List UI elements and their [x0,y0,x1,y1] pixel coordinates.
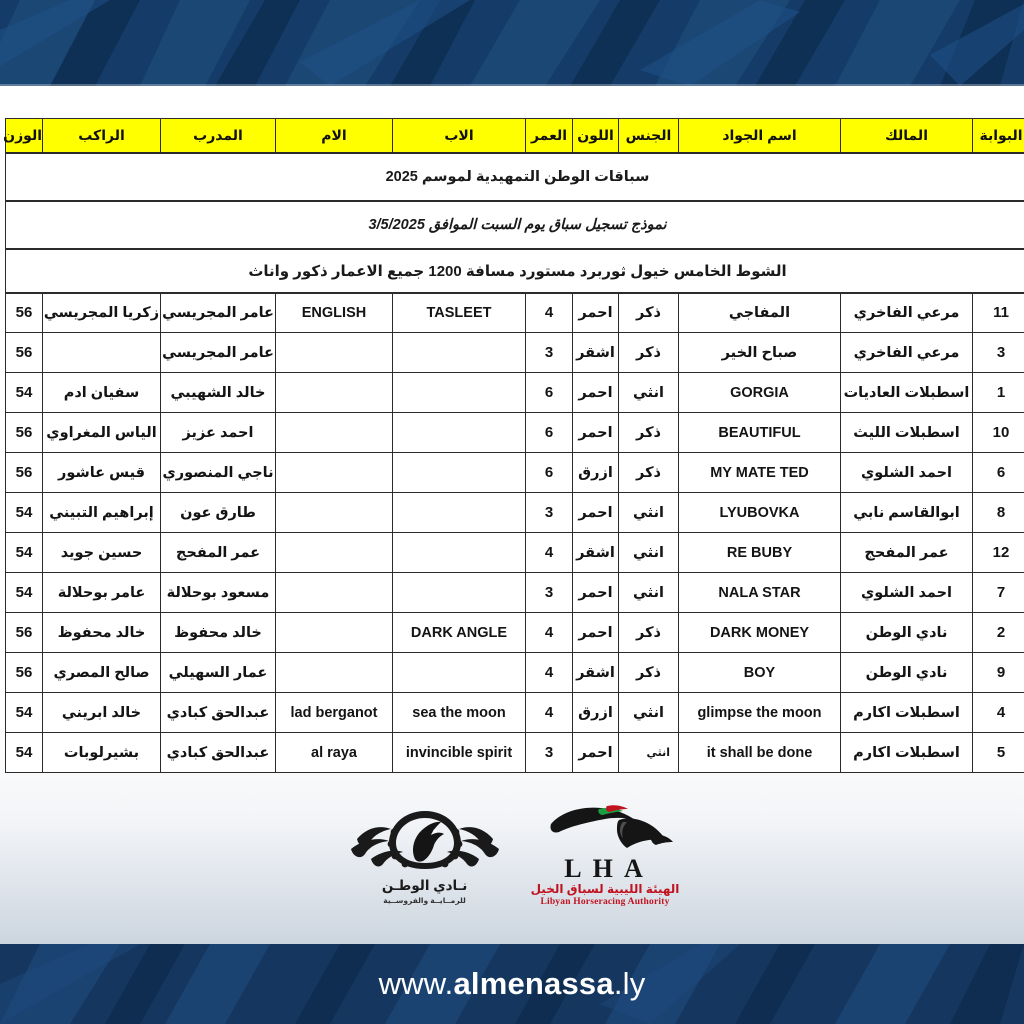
top-banner [0,0,1024,86]
cell-trainer: عمر المفحج [161,533,276,573]
header-row [6,119,1024,153]
lha-acronym: L H A [564,853,646,883]
cell-sire: sea the moon [393,693,526,733]
cell-horse: glimpse the moon [679,693,841,733]
cell-jockey: بشيرلوبات [43,733,161,773]
cell-weight: 54 [6,493,43,533]
cell-horse: GORGIA [679,373,841,413]
cell-horse: DARK MONEY [679,613,841,653]
race-entry-table [5,118,1024,773]
doc-title-3: الشوط الخامس خيول ثوربرد مستورد مسافة 1200 جميع الاعمار ذكور واناث [6,249,1024,293]
cell-trainer: ناجي المنصوري [161,453,276,493]
cell-color: احمر [573,573,619,613]
cell-age: 4 [526,293,573,333]
cell-dam [276,613,393,653]
cell-sex: ذكر [619,293,679,333]
cell-horse: صباح الخير [679,333,841,373]
cell-weight: 54 [6,733,43,773]
libya-map-horse-emblem-icon [535,802,675,860]
cell-trainer: احمد عزيز [161,413,276,453]
cell-dam [276,413,393,453]
cell-sex: انثي [619,493,679,533]
cell-owner: احمد الشلوي [841,573,973,613]
cell-horse: it shall be done [679,733,841,773]
cell-jockey: عامر بوحلالة [43,573,161,613]
cell-jockey: خالد ابريني [43,693,161,733]
cell-age: 6 [526,413,573,453]
cell-owner: نادي الوطن [841,653,973,693]
cell-jockey: حسين جويد [43,533,161,573]
cell-age: 4 [526,533,573,573]
cell-jockey: صالح المصري [43,653,161,693]
cell-horse: المفاجي [679,293,841,333]
table-row[interactable] [6,453,1024,493]
cell-color: احمر [573,293,619,333]
cell-trainer: طارق عون [161,493,276,533]
table-header [3,119,1024,153]
table-row[interactable] [6,413,1024,453]
cell-color: احمر [573,733,619,773]
cell-trainer: عبدالحق كبادي [161,733,276,773]
club-subtitle-ar: للرمــايــة والفروســية [383,896,466,905]
cell-gate: 9 [973,653,1024,693]
column-header-trainer[interactable]: المدرب [161,119,276,153]
table-row[interactable] [6,493,1024,533]
bottom-banner [0,944,1024,1024]
cell-horse: NALA STAR [679,573,841,613]
cell-color: احمر [573,613,619,653]
cell-jockey: زكريا المجريسي [43,293,161,333]
cell-trainer: عامر المجريسي [161,333,276,373]
table-row[interactable] [6,293,1024,333]
table-body [6,293,1024,773]
cell-horse: BEAUTIFUL [679,413,841,453]
club-name-ar: نـادي الوطـن [381,878,468,893]
cell-weight: 56 [6,413,43,453]
logo-lha [531,802,680,907]
cell-trainer: خالد الشهيبي [161,373,276,413]
cell-sex: انثي [619,373,679,413]
cell-age: 3 [526,333,573,373]
cell-owner: احمد الشلوي [841,453,973,493]
cell-sire [393,573,526,613]
cell-trainer: عمار السهيلي [161,653,276,693]
cell-color: اشقر [573,653,619,693]
url-brand: almenassa [453,966,614,1001]
cell-jockey: خالد محفوظ [43,613,161,653]
table-row[interactable] [6,333,1024,373]
cell-trainer: عامر المجريسي [161,293,276,333]
cell-gate: 4 [973,693,1024,733]
cell-owner: نادي الوطن [841,613,973,653]
cell-jockey: الياس المغراوي [43,413,161,453]
cell-sire [393,653,526,693]
column-header-sex[interactable]: الجنس [619,119,679,153]
cell-horse: LYUBOVKA [679,493,841,533]
cell-age: 6 [526,373,573,413]
cell-dam [276,573,393,613]
cell-dam: al raya [276,733,393,773]
url-prefix: www. [378,966,454,1001]
cell-gate: 7 [973,573,1024,613]
table-row[interactable] [6,653,1024,693]
cell-dam: lad berganot [276,693,393,733]
cell-dam: ENGLISH [276,293,393,333]
logo-strip [0,794,1024,914]
cell-weight: 54 [6,573,43,613]
cell-owner: اسطبلات الليث [841,413,973,453]
table-row[interactable] [6,613,1024,653]
cell-weight: 56 [6,613,43,653]
cell-age: 6 [526,453,573,493]
cell-dam [276,333,393,373]
column-header-age[interactable]: العمر [526,119,573,153]
cell-gate: 10 [973,413,1024,453]
logo-alwatan-club [345,803,505,905]
cell-age: 4 [526,693,573,733]
cell-dam [276,373,393,413]
lha-name-en: Libyan Horseracing Authority [540,896,670,907]
lha-name-ar: الهيئة الليبية لسباق الخيل [530,881,680,896]
horse-wreath-wings-emblem-icon [345,803,505,877]
cell-sire [393,413,526,453]
column-header-sire[interactable]: الاب [393,119,526,153]
cell-owner: اسطبلات اكارم [841,693,973,733]
cell-color: اشقر [573,533,619,573]
column-header-gate[interactable]: البوابة [973,119,1024,153]
cell-jockey [43,333,161,373]
cell-weight: 56 [6,653,43,693]
column-header-weight[interactable]: الوزن [6,119,43,153]
cell-trainer: مسعود بوحلالة [161,573,276,613]
table-row[interactable] [6,533,1024,573]
cell-age: 4 [526,653,573,693]
cell-gate: 3 [973,333,1024,373]
cell-weight: 56 [6,293,43,333]
cell-owner: اسطبلات العاديات [841,373,973,413]
table-row[interactable] [6,573,1024,613]
cell-gate: 6 [973,453,1024,493]
column-header-owner[interactable]: المالك [841,119,973,153]
cell-horse: BOY [679,653,841,693]
cell-age: 3 [526,573,573,613]
cell-owner: عمر المفحج [841,533,973,573]
cell-color: احمر [573,373,619,413]
title-row-race-info [6,249,1024,293]
column-header-color[interactable]: اللون [573,119,619,153]
document-sheet [0,86,1024,944]
cell-color: احمر [573,493,619,533]
url-suffix: .ly [613,966,646,1001]
cell-sex: انثي [619,693,679,733]
cell-dam [276,493,393,533]
cell-jockey: سفيان ادم [43,373,161,413]
cell-dam [276,453,393,493]
cell-sex: انثي [619,573,679,613]
table-row[interactable] [6,373,1024,413]
cell-sire [393,333,526,373]
cell-age: 3 [526,493,573,533]
banner-pattern-top [0,0,1024,86]
cell-color: ازرق [573,693,619,733]
cell-gate: 1 [973,373,1024,413]
cell-sex: ذكر [619,413,679,453]
cell-gate: 8 [973,493,1024,533]
site-url[interactable] [0,966,1024,1002]
cell-sire [393,453,526,493]
cell-age: 4 [526,613,573,653]
cell-horse: RE BUBY [679,533,841,573]
cell-weight: 54 [6,373,43,413]
cell-sire: TASLEET [393,293,526,333]
cell-sex: انثي [619,533,679,573]
cell-gate: 12 [973,533,1024,573]
cell-sire [393,493,526,533]
cell-jockey: إبراهيم التبيني [43,493,161,533]
cell-trainer: خالد محفوظ [161,613,276,653]
cell-sire [393,373,526,413]
cell-color: اشقر [573,333,619,373]
cell-gate: 2 [973,613,1024,653]
cell-sex: ذكر [619,653,679,693]
column-header-jockey[interactable]: الراكب [43,119,161,153]
column-header-dam[interactable]: الام [276,119,393,153]
cell-color: ازرق [573,453,619,493]
doc-title-1: سباقات الوطن التمهيدية لموسم 2025 [6,153,1024,201]
cell-weight: 56 [6,453,43,493]
cell-sex: ذكر [619,333,679,373]
cell-weight: 56 [6,333,43,373]
cell-sire: invincible spirit [393,733,526,773]
doc-title-2: نموذج تسجيل سباق يوم السبت الموافق 3/5/2025 [6,201,1024,249]
title-row-date [6,201,1024,249]
cell-color: احمر [573,413,619,453]
cell-sire [393,533,526,573]
cell-horse: MY MATE TED [679,453,841,493]
cell-sire: DARK ANGLE [393,613,526,653]
cell-owner: اسطبلات اكارم [841,733,973,773]
cell-age: 3 [526,733,573,773]
cell-owner: ابوالقاسم نابي [841,493,973,533]
cell-gate: 11 [973,293,1024,333]
table-row[interactable] [6,693,1024,733]
cell-weight: 54 [6,693,43,733]
cell-sex: ذكر [619,453,679,493]
cell-sex: انثي [619,733,679,773]
cell-sex: ذكر [619,613,679,653]
table-row[interactable] [6,733,1024,773]
title-row-season [6,153,1024,201]
cell-dam [276,533,393,573]
column-header-horse[interactable]: اسم الجواد [679,119,841,153]
cell-gate: 5 [973,733,1024,773]
cell-weight: 54 [6,533,43,573]
cell-owner: مرعي الفاخري [841,333,973,373]
cell-trainer: عبدالحق كبادي [161,693,276,733]
cell-jockey: قيس عاشور [43,453,161,493]
cell-dam [276,653,393,693]
cell-owner: مرعي الفاخري [841,293,973,333]
